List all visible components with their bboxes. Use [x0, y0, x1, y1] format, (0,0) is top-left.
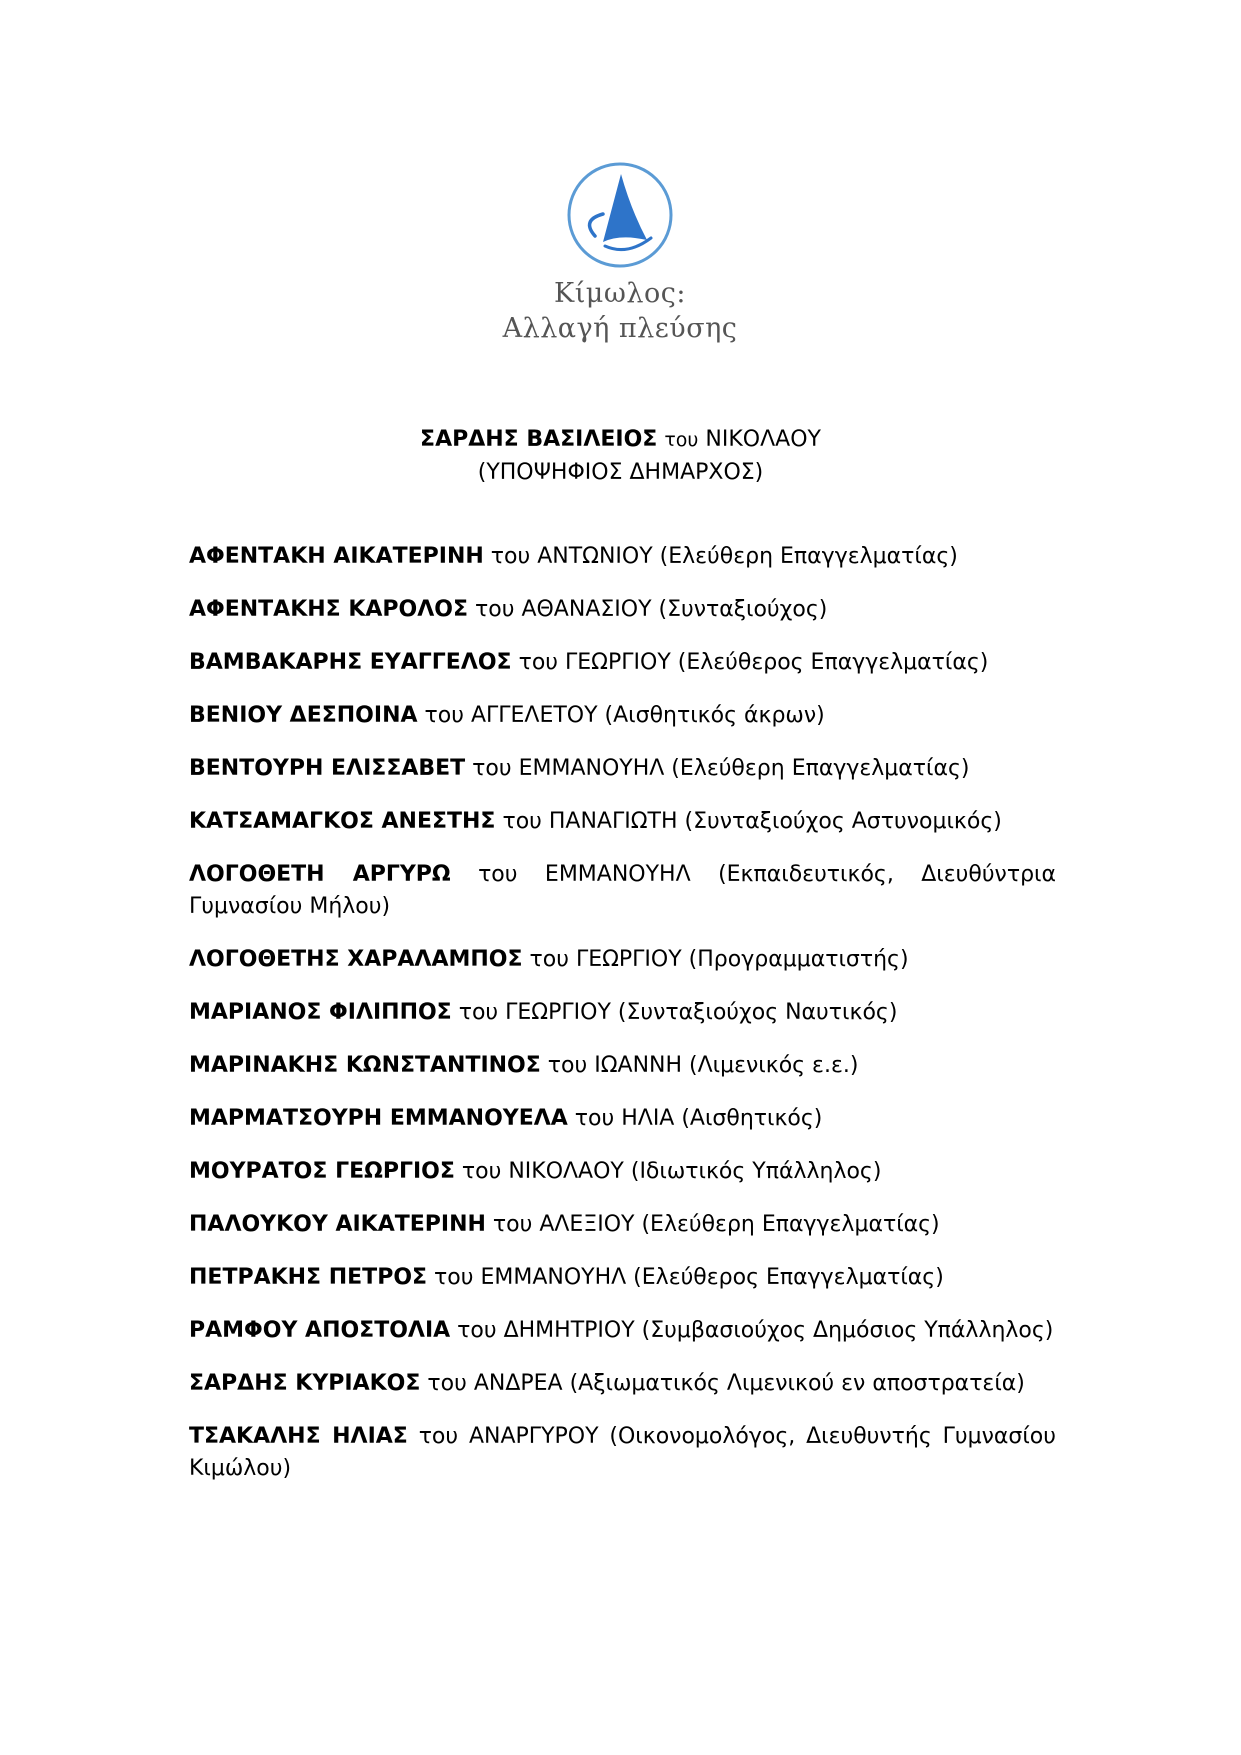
candidate-details: του ΕΜΜΑΝΟΥΗΛ (Εκπαιδευτικός, Διευθύντρια Γυμνασίου Μήλου)	[189, 862, 1056, 919]
logo-subtitle: Αλλαγή πλεύσης	[502, 313, 738, 344]
candidate-details: του ΓΕΩΡΓΙΟΥ (Ελεύθερος Επαγγελματίας)	[518, 650, 989, 675]
candidate-name: ΒΕΝΤΟΥΡΗ ΕΛΙΣΣΑΒΕΤ	[189, 756, 466, 781]
mayor-role: (ΥΠΟΨΗΦΙΟΣ ΔΗΜΑΡΧΟΣ)	[477, 460, 764, 485]
candidate-list	[189, 541, 1056, 1506]
candidate-name: ΤΣΑΚΑΛΗΣ ΗΛΙΑΣ	[189, 1424, 408, 1449]
candidate-details: του ΑΛΕΞΙΟΥ (Ελεύθερη Επαγγελματίας)	[492, 1212, 940, 1237]
candidate-name: ΜΑΡΙΝΑΚΗΣ ΚΩΝΣΤΑΝΤΙΝΟΣ	[189, 1053, 541, 1078]
candidate-name: ΜΑΡΜΑΤΣΟΥΡΗ ΕΜΜΑΝΟΥΕΛΑ	[189, 1106, 568, 1131]
candidate-name: ΠΑΛΟΥΚΟΥ ΑΙΚΑΤΕΡΙΝΗ	[189, 1212, 486, 1237]
candidate-entry	[189, 753, 1056, 785]
candidate-details: του ΑΓΓΕΛΕΤΟΥ (Αισθητικός άκρων)	[424, 703, 825, 728]
candidate-entry	[189, 997, 1056, 1029]
candidate-entry	[189, 594, 1056, 626]
candidate-details: του ΕΜΜΑΝΟΥΗΛ (Ελεύθερος Επαγγελματίας)	[434, 1265, 944, 1290]
candidate-entry	[189, 1050, 1056, 1082]
candidate-entry	[189, 944, 1056, 976]
candidate-details: του ΝΙΚΟΛΑΟΥ (Ιδιωτικός Υπάλληλος)	[461, 1159, 882, 1184]
mayor-name: ΣΑΡΔΗΣ ΒΑΣΙΛΕΙΟΣ	[420, 427, 658, 452]
candidate-name: ΜΟΥΡΑΤΟΣ ΓΕΩΡΓΙΟΣ	[189, 1159, 455, 1184]
logo-title: Κίμωλος:	[554, 278, 686, 309]
candidate-name: ΑΦΕΝΤΑΚΗΣ ΚΑΡΟΛΟΣ	[189, 597, 469, 622]
candidate-name: ΛΟΓΟΘΕΤΗΣ ΧΑΡΑΛΑΜΠΟΣ	[189, 947, 523, 972]
candidate-details: του ΑΝΔΡΕΑ (Αξιωματικός Λιμενικού εν αποστρατεία)	[427, 1371, 1025, 1396]
candidate-details: του ΔΗΜΗΤΡΙΟΥ (Συμβασιούχος Δημόσιος Υπάλληλος)	[457, 1318, 1054, 1343]
candidate-details: του ΑΘΑΝΑΣΙΟΥ (Συνταξιούχος)	[475, 597, 828, 622]
candidate-name: ΒΕΝΙΟΥ ΔΕΣΠΟΙΝΑ	[189, 703, 418, 728]
candidate-details: του ΕΜΜΑΝΟΥΗΛ (Ελεύθερη Επαγγελματίας)	[472, 756, 970, 781]
candidate-name: ΣΑΡΔΗΣ ΚΥΡΙΑΚΟΣ	[189, 1371, 421, 1396]
candidate-details: του ΠΑΝΑΓΙΩΤΗ (Συνταξιούχος Αστυνομικός)	[502, 809, 1002, 834]
mayor-candidate	[0, 424, 1241, 456]
candidate-details: του ΓΕΩΡΓΙΟΥ (Συνταξιούχος Ναυτικός)	[458, 1000, 898, 1025]
candidate-name: ΜΑΡΙΑΝΟΣ ΦΙΛΙΠΠΟΣ	[189, 1000, 452, 1025]
candidate-name: ΠΕΤΡΑΚΗΣ ΠΕΤΡΟΣ	[189, 1265, 428, 1290]
candidate-entry	[189, 1368, 1056, 1400]
candidate-entry	[189, 1209, 1056, 1241]
party-logo	[490, 150, 750, 350]
candidate-details: του ΙΩΑΝΝΗ (Λιμενικός ε.ε.)	[547, 1053, 859, 1078]
candidate-entry	[189, 859, 1056, 923]
candidate-name: ΛΟΓΟΘΕΤΗ ΑΡΓΥΡΩ	[189, 862, 451, 887]
candidate-name: ΡΑΜΦΟΥ ΑΠΟΣΤΟΛΙΑ	[189, 1318, 451, 1343]
candidate-entry	[189, 1315, 1056, 1347]
candidate-entry	[189, 1262, 1056, 1294]
candidate-entry	[189, 647, 1056, 679]
candidate-entry	[189, 541, 1056, 573]
candidate-entry	[189, 1103, 1056, 1135]
candidate-details: του ΑΝΑΡΓΥΡΟΥ (Οικονομολόγος, Διευθυντής Γυμνασίου Κιμώλου)	[189, 1424, 1056, 1481]
mayor-tou: του	[664, 429, 699, 451]
mayor-father: ΝΙΚΟΛΑΟΥ	[705, 427, 821, 452]
candidate-details: του ΓΕΩΡΓΙΟΥ (Προγραμματιστής)	[529, 947, 909, 972]
candidate-entry	[189, 1421, 1056, 1485]
candidate-entry	[189, 700, 1056, 732]
sail-circle-icon	[565, 160, 675, 270]
candidate-entry	[189, 1156, 1056, 1188]
candidate-details: του ΗΛΙΑ (Αισθητικός)	[574, 1106, 823, 1131]
candidate-details: του ΑΝΤΩΝΙΟΥ (Ελεύθερη Επαγγελματίας)	[490, 544, 958, 569]
candidate-name: ΒΑΜΒΑΚΑΡΗΣ ΕΥΑΓΓΕΛΟΣ	[189, 650, 512, 675]
candidate-entry	[189, 806, 1056, 838]
candidate-name: ΚΑΤΣΑΜΑΓΚΟΣ ΑΝΕΣΤΗΣ	[189, 809, 496, 834]
candidate-name: ΑΦΕΝΤΑΚΗ ΑΙΚΑΤΕΡΙΝΗ	[189, 544, 484, 569]
